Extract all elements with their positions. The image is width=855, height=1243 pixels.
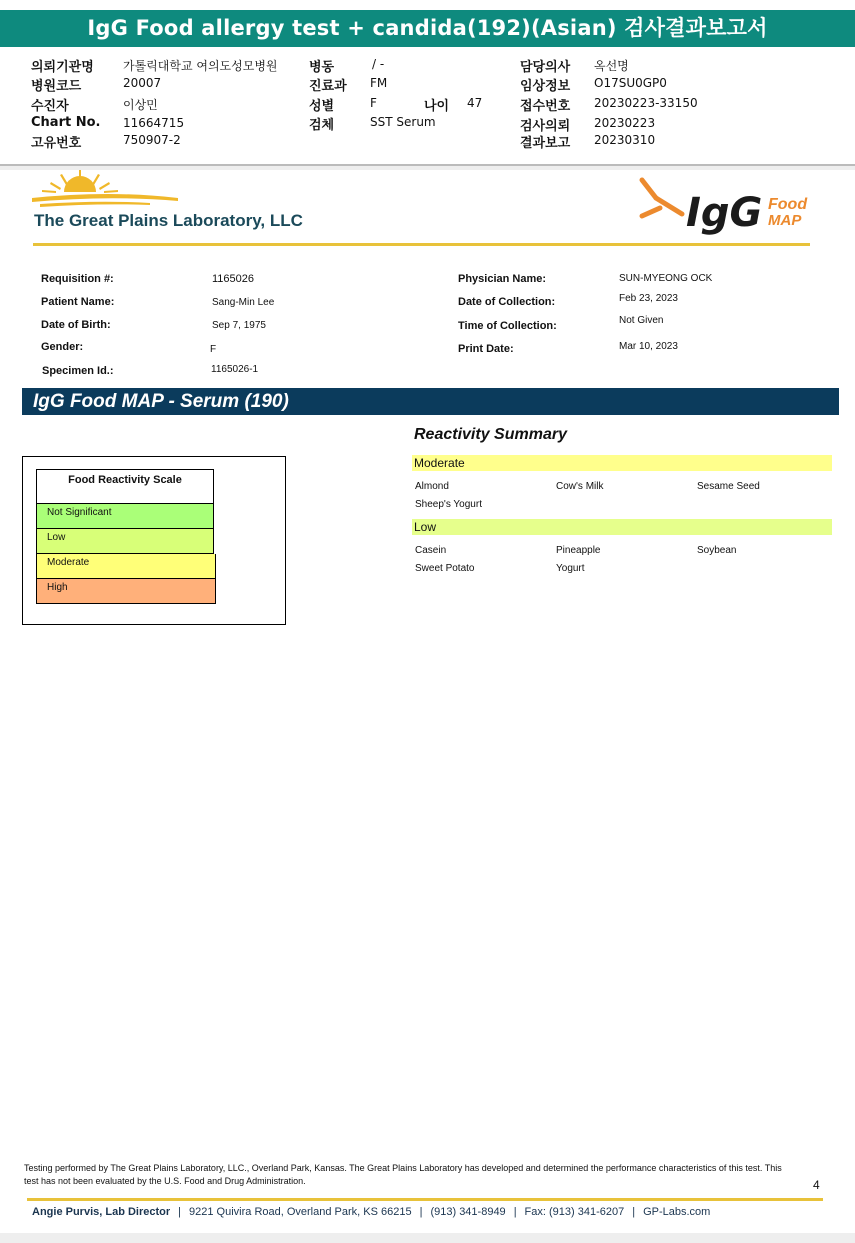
scale-title: Food Reactivity Scale [36, 469, 214, 504]
chart-no-label: Chart No. [31, 115, 101, 130]
doctor-value: 옥선명 [594, 59, 629, 73]
moderate-band: Moderate [412, 455, 832, 471]
sex-label: 성별 [309, 99, 335, 114]
lab-website-link[interactable]: GP-Labs.com [643, 1206, 711, 1218]
section-title: IgG Food MAP - Serum (190) [22, 388, 839, 415]
institution-value: 가톨릭대학교 여의도성모병원 [123, 59, 278, 73]
gold-divider [33, 243, 810, 246]
scale-level-low: Low [36, 529, 214, 554]
reactivity-scale-legend [22, 456, 286, 625]
igg-food-map-logo [636, 176, 816, 240]
unique-no-value: 750907-2 [123, 133, 181, 147]
lab-director: Angie Purvis, Lab Director [32, 1206, 171, 1218]
request-value: 20230223 [594, 116, 656, 130]
list-item: Sweet Potato [415, 563, 475, 574]
scale-level-high: High [36, 579, 216, 604]
collection-date-value: Feb 23, 2023 [619, 293, 678, 304]
low-band: Low [412, 519, 832, 535]
hospital-code-value: 20007 [123, 76, 162, 90]
print-date-label: Print Date: [458, 343, 514, 355]
dob-label: Date of Birth: [41, 319, 111, 331]
unique-no-label: 고유번호 [31, 136, 82, 151]
dept-label: 진료과 [309, 79, 347, 94]
requisition-label: Requisition #: [41, 273, 114, 285]
disclaimer-text: Testing performed by The Great Plains Laboratory, LLC., Overland Park, Kansas. The Great Plains Laboratory has developed and determined the performance characteristics of this test. This test has not been evaluated by the U.S. Food and Drug Administration. [24, 1163, 782, 1186]
header-divider [0, 164, 855, 166]
ward-value: / - [372, 57, 385, 71]
print-date-value: Mar 10, 2023 [619, 341, 678, 352]
dept-value: FM [370, 76, 388, 90]
doctor-label: 담당의사 [520, 60, 571, 75]
logo-food-text: Food [768, 196, 808, 213]
gender-label: Gender: [41, 341, 84, 353]
specimen-kr-label: 검체 [309, 118, 335, 133]
ward-label: 병동 [309, 60, 335, 75]
specimen-id-value: 1165026-1 [211, 364, 259, 375]
requisition-value: 1165026 [212, 273, 255, 285]
age-label: 나이 [424, 99, 450, 114]
logo-map-text: MAP [768, 212, 802, 229]
specimen-id-label: Specimen Id.: [42, 365, 114, 377]
sex-value: F [370, 96, 377, 110]
footer-contact: Angie Purvis, Lab Director | 9221 Quivira Road, Overland Park, KS 66215 | (913) 341-8949 | Fax: (913) 341-6207 | GP-Labs.com [32, 1206, 711, 1218]
lab-address: 9221 Quivira Road, Overland Park, KS 66215 [189, 1206, 412, 1218]
list-item: Casein [415, 545, 447, 556]
reactivity-summary-title: Reactivity Summary [414, 426, 567, 443]
collection-time-label: Time of Collection: [458, 320, 557, 332]
receipt-value: 20230223-33150 [594, 96, 698, 110]
list-item: Almond [415, 481, 449, 492]
collection-date-label: Date of Collection: [458, 296, 556, 308]
report-header-panel [0, 0, 855, 166]
specimen-kr-value: SST Serum [370, 115, 436, 129]
logo-igg-text: IgG [686, 190, 763, 236]
receipt-label: 접수번호 [520, 99, 571, 114]
lab-fax: Fax: (913) 341-6207 [524, 1206, 625, 1218]
hospital-code-label: 병원코드 [31, 79, 82, 94]
list-item: Yogurt [556, 563, 585, 574]
lab-phone: (913) 341-8949 [430, 1206, 506, 1218]
institution-label: 의뢰기관명 [31, 60, 94, 75]
result-value: 20230310 [594, 133, 656, 147]
report-title: IgG Food allergy test + candida(192)(Asian) 검사결과보고서 [0, 10, 855, 47]
age-value: 47 [467, 96, 483, 110]
lab-report-page [0, 170, 855, 1233]
list-item: Cow's Milk [556, 481, 604, 492]
patient-kr-value: 이상민 [123, 98, 158, 112]
scale-level-not-significant: Not Significant [36, 504, 214, 529]
scale-level-moderate: Moderate [36, 554, 216, 579]
clinical-value: O17SU0GP0 [594, 76, 667, 90]
physician-label: Physician Name: [458, 273, 547, 285]
clinical-label: 임상정보 [520, 79, 571, 94]
patient-kr-label: 수진자 [31, 99, 69, 114]
footer-gold-divider [27, 1198, 823, 1201]
list-item: Pineapple [556, 545, 601, 556]
patient-name-label: Patient Name: [41, 296, 115, 308]
list-item: Soybean [697, 545, 737, 556]
physician-value: SUN-MYEONG OCK [619, 273, 713, 284]
gender-value: F [210, 344, 217, 355]
collection-time-value: Not Given [619, 315, 664, 326]
result-label: 결과보고 [520, 136, 571, 151]
chart-no-value: 11664715 [123, 116, 185, 130]
lab-name: The Great Plains Laboratory, LLC [34, 211, 303, 230]
page-number: 4 [813, 1178, 820, 1192]
dob-value: Sep 7, 1975 [212, 320, 266, 331]
list-item: Sesame Seed [697, 481, 760, 492]
patient-name-value: Sang-Min Lee [212, 297, 275, 308]
list-item: Sheep's Yogurt [415, 499, 482, 510]
request-label: 검사의뢰 [520, 119, 571, 134]
